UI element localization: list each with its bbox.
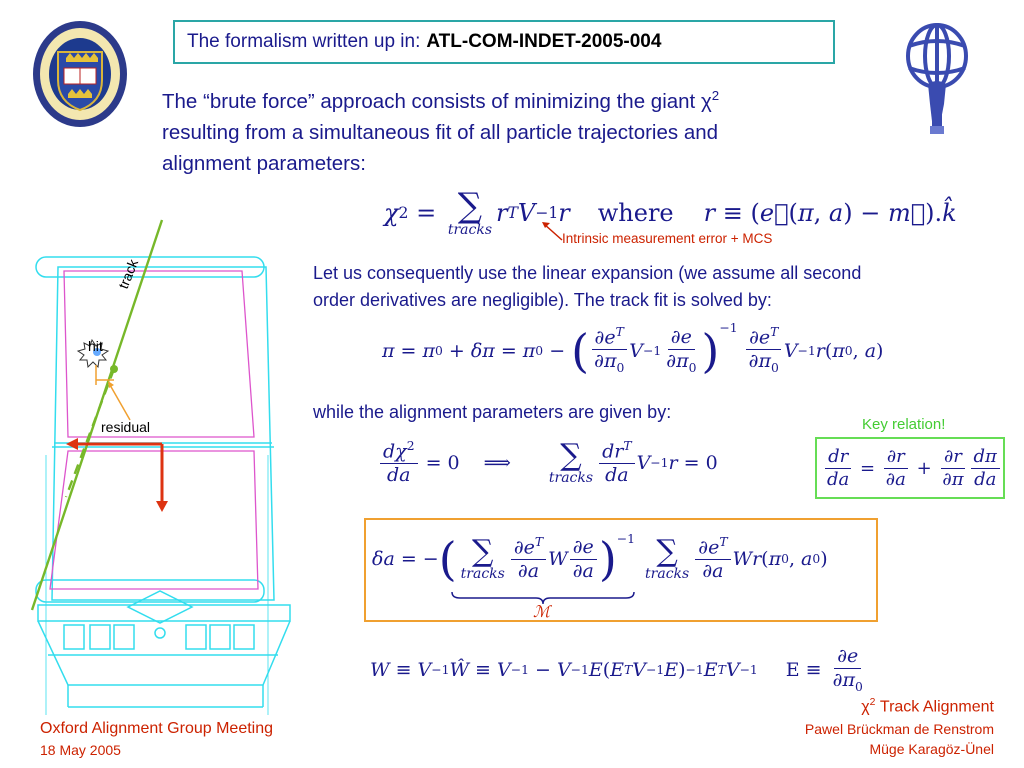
sum-sub-tracks-3: tracks <box>460 566 505 582</box>
document-id: ATL-COM-INDET-2005-004 <box>426 31 662 52</box>
track-label: track <box>115 256 142 291</box>
oxford-crest-logo <box>30 18 130 130</box>
intro-line-3: alignment parameters: <box>162 151 366 175</box>
intro-text <box>162 80 862 179</box>
note-arrow <box>540 220 564 242</box>
para1-line-2: order derivatives are negligible). The track fit is solved by: <box>313 290 772 310</box>
track-fit-equation: π = π 0 + δπ = π 0 − ( $\frac{\partial e^T}{\partial\pi_0}$ V −1 $\frac{\partial e}{\partial\pi_0}$ ) $^{-1}$ $\frac{\partial e^T}{\partial\pi_0}$ V −1 r ( π 0 , a ) <box>382 321 884 378</box>
author-1: Pawel Brückman de Renstrom <box>804 721 994 737</box>
key-relation-label: Key relation! <box>862 416 946 433</box>
talk-title-chi: χ <box>861 698 870 716</box>
alignment-solution-equation: δa = − ( ∑ tracks $\frac{\partial e^T}{\partial a}$ W $\frac{\partial e}{\partial a}$ ) $^{-1}$ ∑ tracks $\frac{\partial e^T}{\partial a}$ W r ( π 0 , a 0 ) <box>372 532 828 586</box>
alignment-params-text: while the alignment parameters are given by: <box>313 402 672 422</box>
sum-over-tracks: ∑ tracks <box>447 186 493 238</box>
intro-line-2: resulting from a simultaneous fit of all particle trajectories and <box>162 120 719 144</box>
hit-label: hit <box>88 338 103 354</box>
intro-line-1: The “brute force” approach consists of minimizing the giant χ <box>162 89 712 113</box>
sum-sub-tracks: tracks <box>447 222 493 238</box>
title-box <box>173 20 835 64</box>
residual-label: residual <box>101 419 151 435</box>
key-relation-equation: $\frac{dr}{da}$ = $\frac{\partial r}{\partial a}$ + $\frac{\partial r}{\partial\pi}$ $\frac{d\pi}{da}$ <box>822 440 1002 496</box>
minimization-condition: $\frac{d\chi^2}{da}$ = 0 ⟹ ∑ tracks $\frac{dr^T}{da}$ V −1 r = 0 <box>378 432 718 494</box>
where-word: where <box>597 199 674 227</box>
m-matrix-label: ℳ <box>533 602 551 621</box>
talk-title <box>861 697 994 716</box>
atlas-logo <box>902 14 972 136</box>
title-prefix: The formalism written up in: <box>187 31 421 52</box>
para1-line-1: Let us consequently use the linear expansion (we assume all second <box>313 263 862 283</box>
detector-diagram <box>28 215 303 715</box>
chi-symbol: χ <box>384 199 399 227</box>
meeting-name: Oxford Alignment Group Meeting <box>40 720 274 737</box>
talk-title-rest: Track Alignment <box>875 698 994 716</box>
intro-line-1-sup: 2 <box>711 88 720 103</box>
talk-title-sup: 2 <box>869 697 876 708</box>
sum-sub-tracks-4: tracks <box>645 566 690 582</box>
meeting-date: 18 May 2005 <box>40 742 121 758</box>
linear-expansion-text <box>313 260 1018 314</box>
w-definition-equation: W ≡ V −1 Ŵ ≡ V −1 − V −1 E ( E T V −1 E ) −1 E T V −1 E ≡ $\frac{\partial e}{\partial\pi_0}$ <box>370 644 863 694</box>
author-2: Müge Karagöz-Ünel <box>869 741 994 757</box>
measurement-error-note: Intrinsic measurement error + MCS <box>562 231 773 246</box>
sum-sub-tracks-2: tracks <box>548 470 594 486</box>
chi2-equation: χ 2 = ∑ tracks r T V −1 r where r ≡ ( e⃗ ( π , a ) − m⃗ ). k̂ <box>384 186 957 238</box>
